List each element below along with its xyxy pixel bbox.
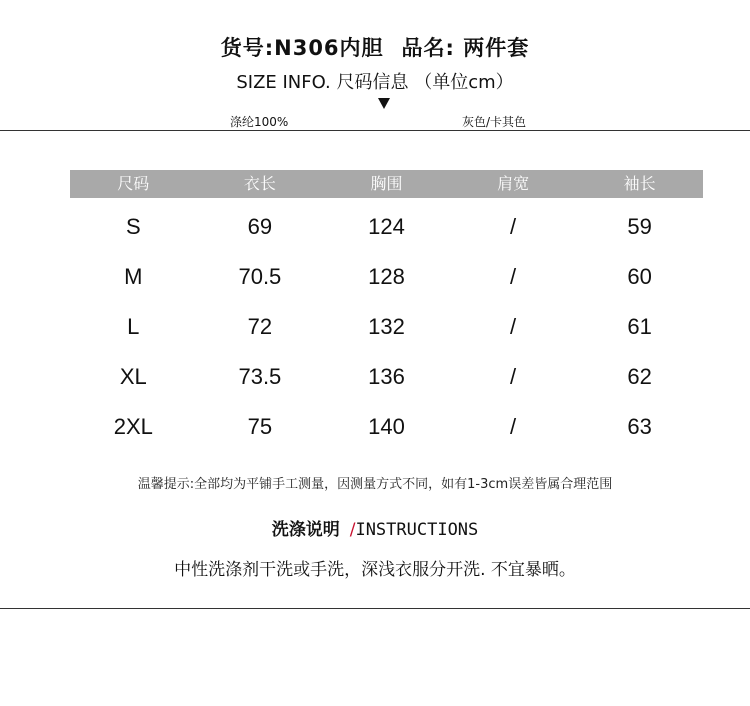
cell-length: 70.5 bbox=[238, 264, 282, 289]
cell-length: 75 bbox=[247, 414, 273, 439]
table-row bbox=[70, 252, 703, 302]
cell-size: 2XL bbox=[113, 414, 153, 439]
measurement-note: 温馨提示:全部均为平铺手工测量，因测量方式不同，如有1-3cm误差皆属合理范围 bbox=[137, 477, 613, 492]
cell-shoulder: / bbox=[510, 364, 517, 389]
washing-instructions: 中性洗涤剂干洗或手洗，深浅衣服分开洗. 不宜暴晒。 bbox=[174, 560, 576, 580]
table-row bbox=[70, 302, 703, 352]
cell-size: XL bbox=[119, 364, 147, 389]
cell-shoulder: / bbox=[510, 314, 517, 339]
cell-bust: 132 bbox=[368, 314, 405, 339]
cell-bust: 140 bbox=[368, 414, 405, 439]
cell-length: 69 bbox=[247, 214, 273, 239]
cell-bust: 128 bbox=[368, 264, 405, 289]
header-shoulder: 肩宽 bbox=[497, 174, 530, 193]
size-info-heading: SIZE INFO. 尺码信息 （单位cm） bbox=[236, 72, 514, 93]
cell-length: 72 bbox=[247, 314, 273, 339]
cell-length: 73.5 bbox=[238, 364, 282, 389]
cell-sleeve: 59 bbox=[627, 214, 652, 239]
header-sleeve: 袖长 bbox=[623, 174, 656, 193]
washing-title-cn: 洗涤说明 bbox=[271, 520, 340, 540]
material-label: 涤纶100% bbox=[230, 115, 289, 129]
washing-title bbox=[0, 515, 750, 540]
cell-shoulder: / bbox=[510, 414, 517, 439]
table-row bbox=[70, 352, 703, 402]
cell-size: M bbox=[124, 264, 143, 289]
cell-sleeve: 60 bbox=[627, 264, 652, 289]
cell-bust: 124 bbox=[368, 214, 405, 239]
cell-sleeve: 62 bbox=[627, 364, 652, 389]
divider-top bbox=[0, 130, 750, 131]
cell-size: L bbox=[127, 314, 140, 339]
table-row bbox=[70, 202, 703, 252]
washing-title-en: INSTRUCTIONS bbox=[355, 520, 479, 540]
header-bust: 胸围 bbox=[370, 174, 403, 193]
cell-shoulder: / bbox=[510, 264, 517, 289]
size-table bbox=[70, 170, 703, 452]
product-name: 品名: 两件套 bbox=[401, 36, 530, 60]
product-title bbox=[0, 32, 750, 62]
cell-sleeve: 63 bbox=[627, 414, 652, 439]
divider-bottom bbox=[0, 608, 750, 609]
title-slash: / bbox=[349, 520, 356, 540]
header-size: 尺码 bbox=[117, 174, 150, 193]
header-length: 衣长 bbox=[243, 174, 276, 193]
table-header bbox=[70, 170, 703, 198]
cell-sleeve: 61 bbox=[627, 314, 652, 339]
cell-bust: 136 bbox=[368, 364, 405, 389]
table-row bbox=[70, 402, 703, 452]
color-label: 灰色/卡其色 bbox=[462, 115, 527, 129]
down-arrow-icon bbox=[378, 98, 390, 109]
table-body bbox=[70, 202, 703, 452]
cell-size: S bbox=[125, 214, 141, 239]
item-number: 货号:N306内胆 bbox=[220, 36, 384, 60]
cell-shoulder: / bbox=[510, 214, 517, 239]
